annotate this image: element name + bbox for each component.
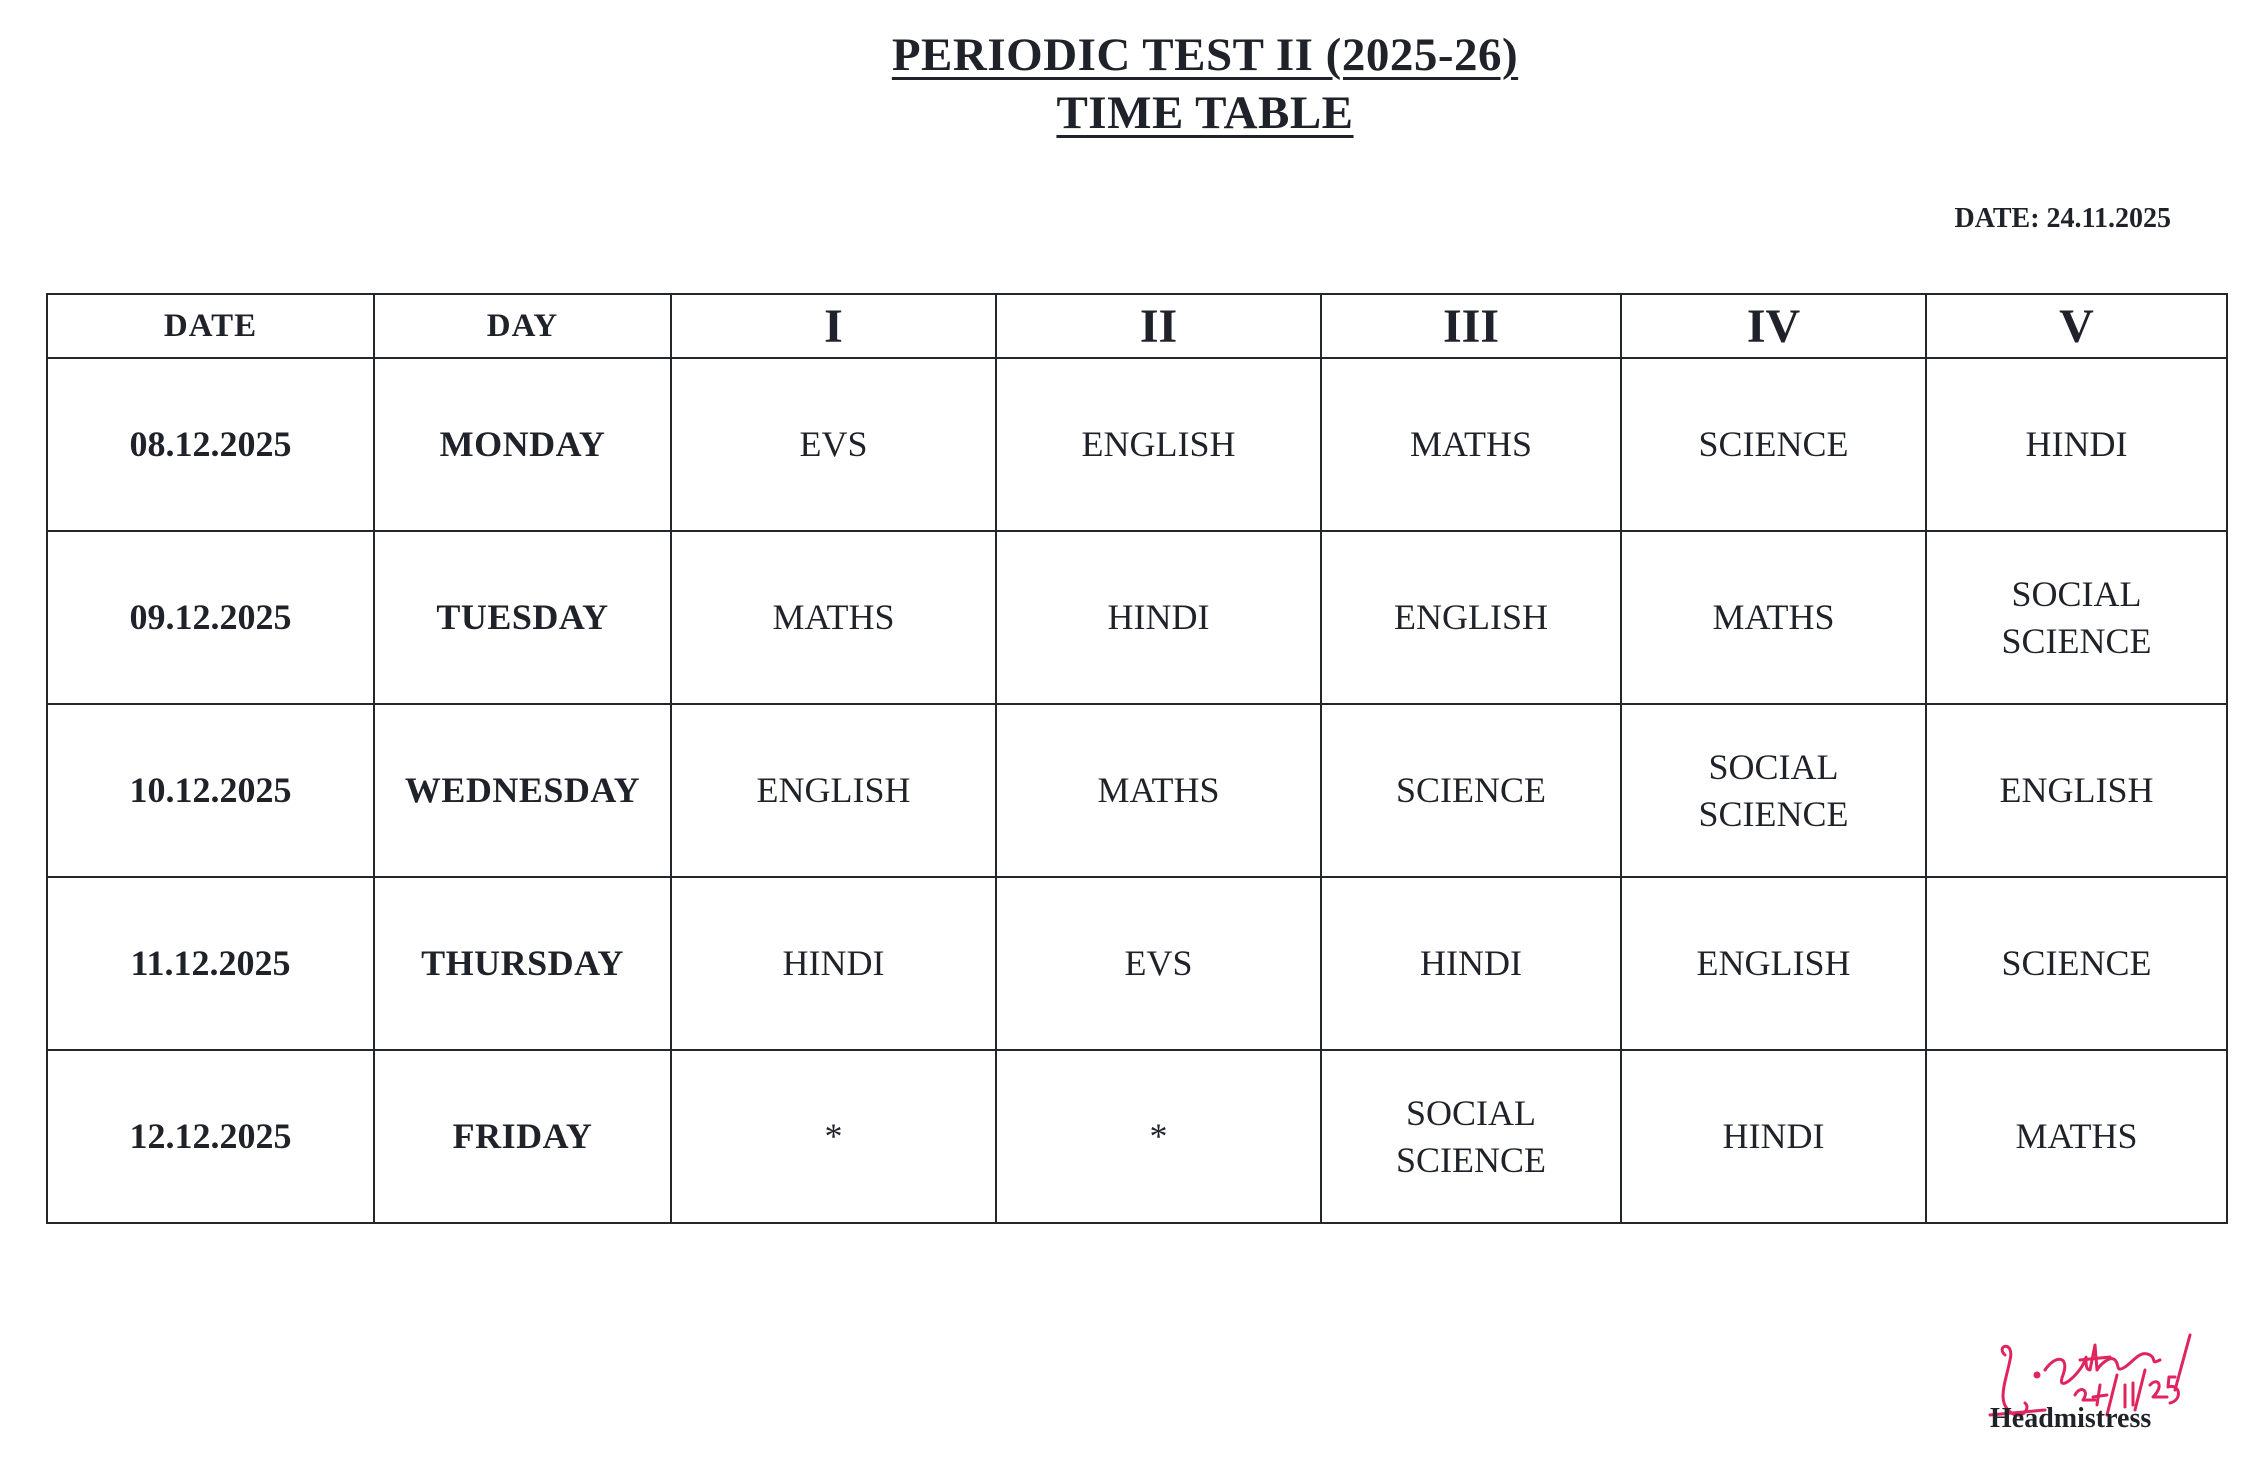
exam-day-cell: FRIDAY <box>374 1050 671 1223</box>
subject-cell: SOCIAL SCIENCE <box>1321 1050 1621 1223</box>
column-header-class-4: IV <box>1621 294 1926 358</box>
subject-cell: ENGLISH <box>1621 877 1926 1050</box>
subject-cell: HINDI <box>1926 358 2227 531</box>
exam-date-cell: 11.12.2025 <box>47 877 374 1050</box>
exam-date-cell: 10.12.2025 <box>47 704 374 877</box>
table-row <box>47 358 2227 531</box>
subject-cell: ENGLISH <box>671 704 996 877</box>
title-text: PERIODIC TEST II (2025-26) <box>891 29 1519 81</box>
subject-cell: MATHS <box>996 704 1321 877</box>
column-header-class-1: I <box>671 294 996 358</box>
subject-cell: ENGLISH <box>996 358 1321 531</box>
subject-cell: HINDI <box>671 877 996 1050</box>
headmistress-label: Headmistress <box>1990 1403 2152 1434</box>
timetable-body <box>47 358 2227 1223</box>
subject-cell: * <box>996 1050 1321 1223</box>
exam-date-cell: 08.12.2025 <box>47 358 374 531</box>
subject-cell: SOCIAL SCIENCE <box>1926 531 2227 704</box>
column-header-class-5: V <box>1926 294 2227 358</box>
table-row <box>47 877 2227 1050</box>
exam-day-cell: THURSDAY <box>374 877 671 1050</box>
subject-cell: HINDI <box>1621 1050 1926 1223</box>
issue-date: DATE: 24.11.2025 <box>1954 203 2171 234</box>
table-row <box>47 1050 2227 1223</box>
subtitle-text: TIME TABLE <box>1056 87 1354 139</box>
table-row <box>47 704 2227 877</box>
subject-cell: * <box>671 1050 996 1223</box>
timetable <box>46 293 2228 1224</box>
header-row <box>47 294 2227 358</box>
subject-cell: EVS <box>996 877 1321 1050</box>
exam-day-cell: MONDAY <box>374 358 671 531</box>
subject-cell: ENGLISH <box>1321 531 1621 704</box>
exam-date-cell: 09.12.2025 <box>47 531 374 704</box>
exam-date-cell: 12.12.2025 <box>47 1050 374 1223</box>
subject-cell: SCIENCE <box>1321 704 1621 877</box>
table-row <box>47 531 2227 704</box>
exam-day-cell: TUESDAY <box>374 531 671 704</box>
subject-cell: HINDI <box>1321 877 1621 1050</box>
column-header-date: DATE <box>47 294 374 358</box>
subject-cell: MATHS <box>1621 531 1926 704</box>
column-header-class-2: II <box>996 294 1321 358</box>
column-header-class-3: III <box>1321 294 1621 358</box>
exam-day-cell: WEDNESDAY <box>374 704 671 877</box>
document-title <box>0 28 2268 82</box>
subject-cell: SCIENCE <box>1926 877 2227 1050</box>
subject-cell: MATHS <box>671 531 996 704</box>
column-header-day: DAY <box>374 294 671 358</box>
subject-cell: SCIENCE <box>1621 358 1926 531</box>
signature-image <box>1985 1315 2225 1465</box>
subject-cell: MATHS <box>1926 1050 2227 1223</box>
subject-cell: EVS <box>671 358 996 531</box>
document-subtitle <box>0 86 2268 140</box>
subject-cell: MATHS <box>1321 358 1621 531</box>
subject-cell: SOCIAL SCIENCE <box>1621 704 1926 877</box>
subject-cell: HINDI <box>996 531 1321 704</box>
subject-cell: ENGLISH <box>1926 704 2227 877</box>
